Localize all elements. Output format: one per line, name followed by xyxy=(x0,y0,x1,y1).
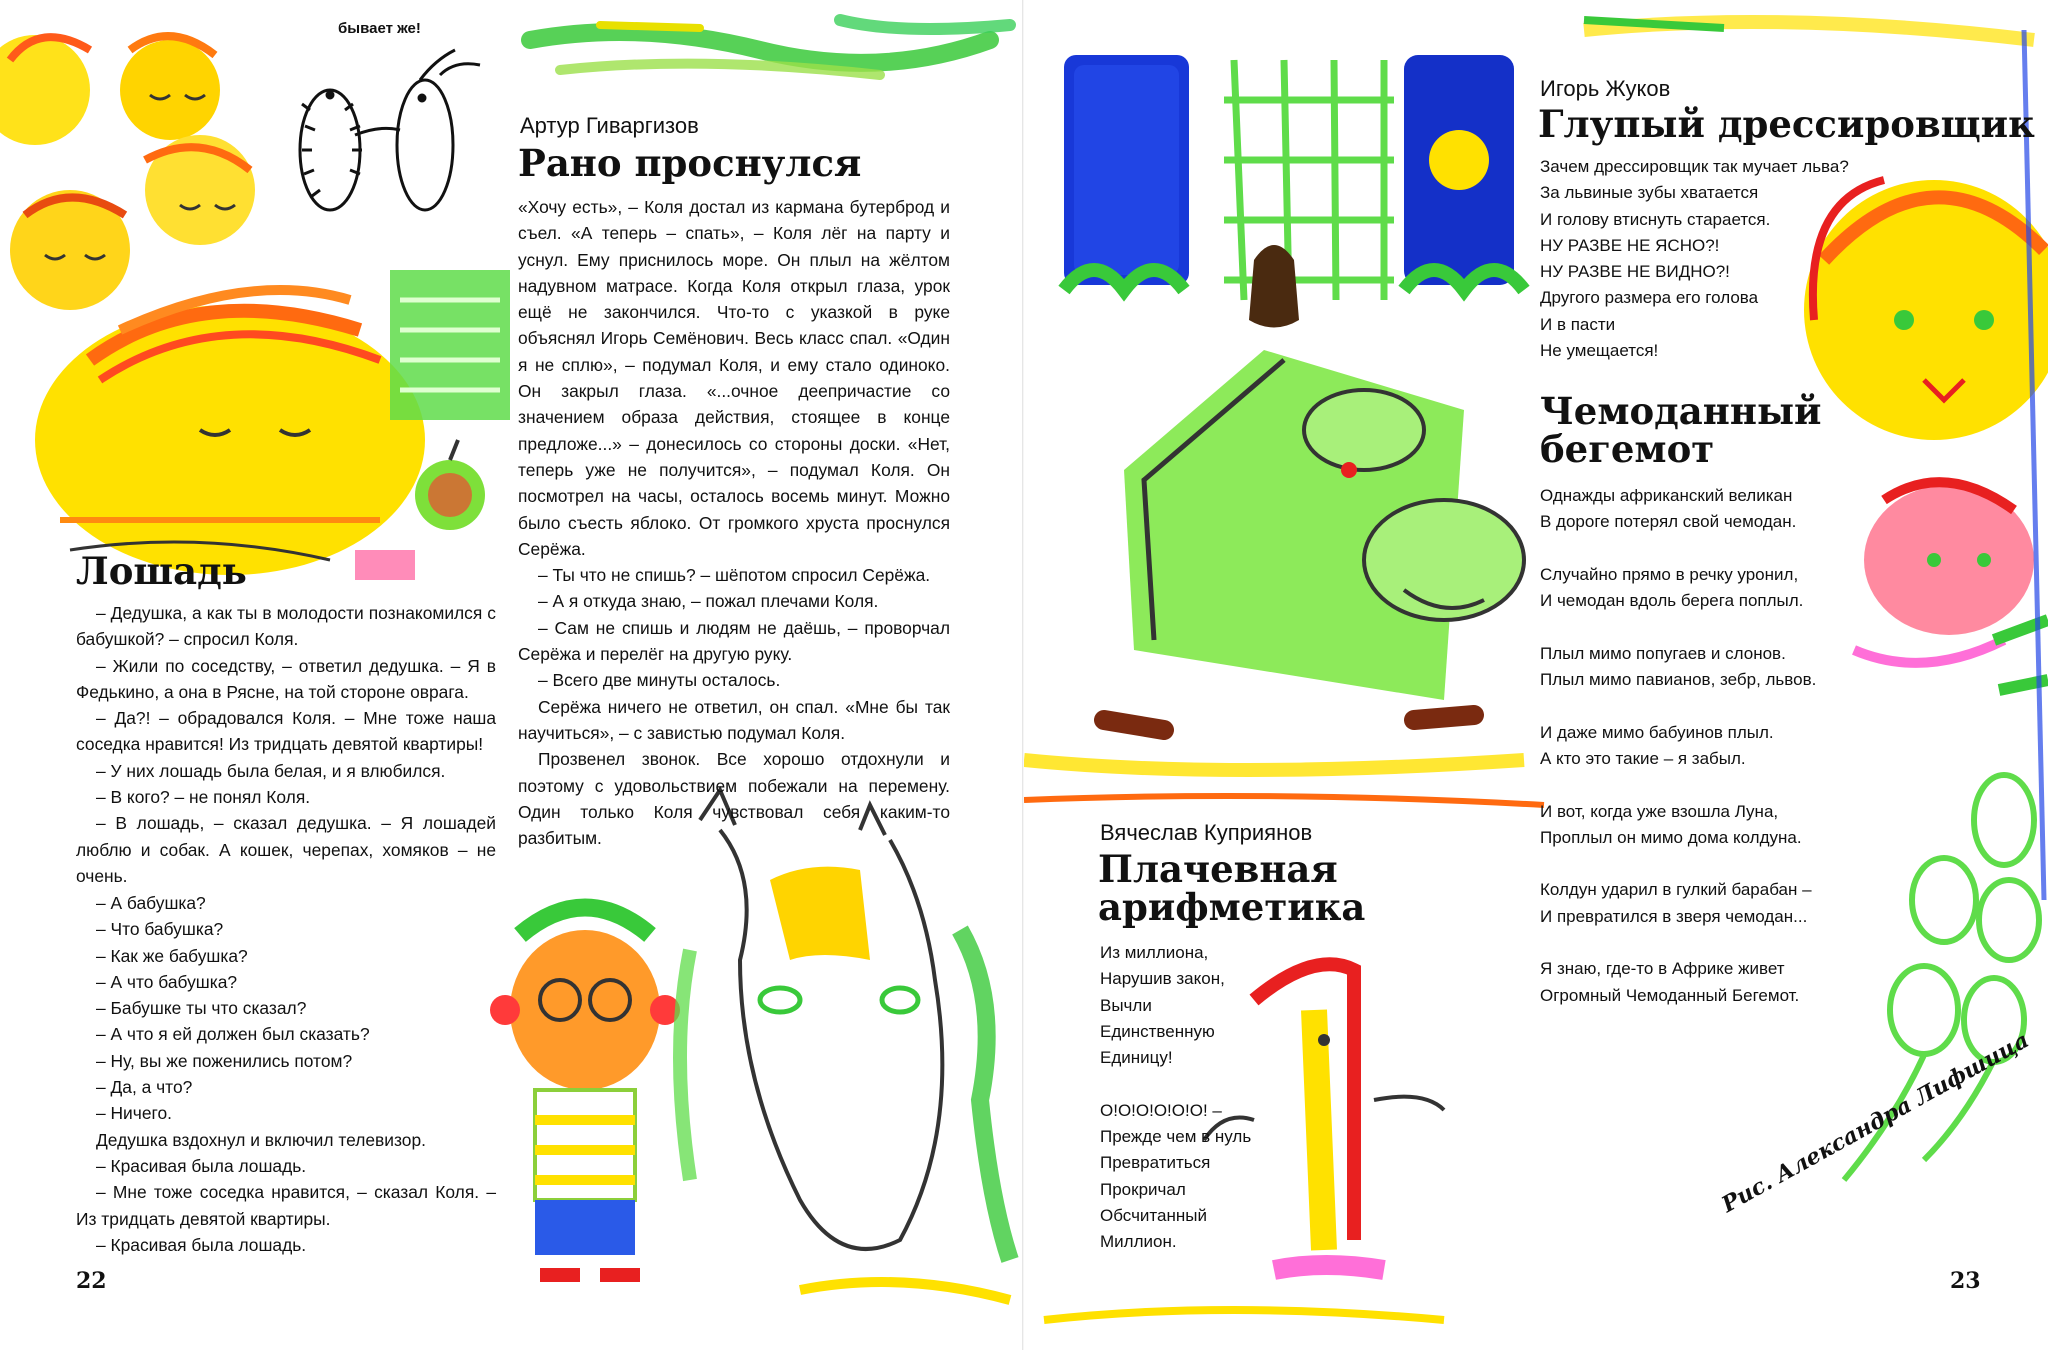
right-page xyxy=(1024,0,2048,1350)
poem-line: Обсчитанный xyxy=(1100,1205,1207,1225)
story2-paragraph: – Жили по соседству, – ответил дедушка. – Я в Федькино, а она в Рясне, на той стороне оврага. xyxy=(76,655,496,702)
poem-line: Проплыл он мимо дома колдуна. xyxy=(1540,827,1802,847)
poem-line: Зачем дрессировщик так мучает льва? xyxy=(1540,157,1849,176)
story2-paragraph: – Бабушке ты что сказал? xyxy=(96,998,307,1019)
story2-paragraph: – Красивая была лошадь. xyxy=(96,1155,307,1176)
poem3-author: Вячеслав Куприянов xyxy=(1100,820,1313,845)
poem2-title-line: Чемоданный xyxy=(1540,389,1822,433)
illustrator-credit: Рис. Александра Лифшица xyxy=(1717,1027,2034,1218)
story2-paragraph: – А что я ей должен был сказать? xyxy=(96,1024,370,1045)
story2-paragraph: – В лошадь, – сказал дедушка. – Я лошадей люблю и собак. А кошек, черепах, хомяков – не очень. xyxy=(76,813,496,886)
poem1-title: Глупый дрессировщик xyxy=(1538,102,2035,146)
story1-paragraph: Прозвенел звонок. Все хорошо отдохнули и поэтому с удовольствием побежали на перемену. Один только Коля чувствовал себя каким-то разбитым. xyxy=(518,749,950,849)
sleeping-boy-illustration xyxy=(35,290,425,575)
story1-text xyxy=(518,194,950,851)
poem2-text xyxy=(1540,483,1816,1009)
hedgehog-cucumber-doodle xyxy=(300,50,480,210)
story2-paragraph: – У них лошадь была белая, и я влюбился. xyxy=(96,760,446,781)
poem-line: И вот, когда уже взошла Луна, xyxy=(1540,801,1779,821)
story2-paragraph: – Мне тоже соседка нравится, – сказал Коля. – Из тридцать девятой квартиры. xyxy=(76,1182,496,1229)
poem-line: НУ РАЗВЕ НЕ ВИДНО?! xyxy=(1540,262,1730,282)
poem3-title-line: Плачевная xyxy=(1098,847,1338,891)
bivaet-zhe-stamp: бывает же! xyxy=(338,20,421,37)
poem-line: И даже мимо бабуинов плыл. xyxy=(1540,722,1774,742)
poem-line: НУ РАЗВЕ НЕ ЯСНО?! xyxy=(1540,235,1720,255)
boy-with-glasses-illustration xyxy=(490,908,680,1276)
story2-paragraph: – Что бабушка? xyxy=(96,919,224,940)
night-windows-illustration xyxy=(1064,55,1524,290)
poem-line: За львиные зубы хватается xyxy=(1540,183,1759,203)
poem-line: Единицу! xyxy=(1100,1048,1173,1068)
hippo-suitcase-illustration xyxy=(1024,245,1544,805)
story2-paragraph: – А что бабушка? xyxy=(96,971,238,992)
story1-paragraph: «Хочу есть», – Коля достал из кармана бутерброд и съел. «А теперь – спать», – Коля лёг на парту и уснул. Ему приснилось море. Он плыл на жёлтом надувном матрасе. Когда Коля открыл глаза, урок ещё не закончился. Что-то с указкой в руке объяснял Игорь Семёнович. Весь класс спал. «Один я не сплю», – подумал Коля, и ему стало одиноко. Он закрыл глаза. «...очное деепричастие со значением образа действия, стоящее в конце предложе...» – донесилось со стороны доски. «Нет, теперь уже не получится», – подумал Коля. Он посмотрел на часы, осталось восемь минут. Можно было съесть яблоко. От громкого хруста проснулся Серёжа. xyxy=(518,197,950,559)
poem-line: И чемодан вдоль берега поплыл. xyxy=(1540,591,1804,611)
poem-line: Огромный Чемоданный Бегемот. xyxy=(1540,985,1800,1005)
poem-line: В дороге потерял свой чемодан. xyxy=(1540,512,1797,532)
poem-line: Однажды африканский великан xyxy=(1540,486,1793,505)
poem-line: Случайно прямо в речку уронил, xyxy=(1540,564,1799,584)
poem-line: Из миллиона, xyxy=(1100,943,1209,962)
poem-line: Плыл мимо павианов, зебр, львов. xyxy=(1540,670,1817,690)
poem-line: Прокричал xyxy=(1100,1179,1186,1199)
story2-paragraph: Дедушка вздохнул и включил телевизор. xyxy=(96,1129,426,1150)
poem-line: И превратился в зверя чемодан... xyxy=(1540,906,1808,926)
poem-line: О!О!О!О!О!О! – xyxy=(1100,1100,1222,1120)
story1-paragraph: Серёжа ничего не ответил, он спал. «Мне бы так научиться», – с завистью подумал Коля. xyxy=(518,696,950,743)
story2-paragraph: – А бабушка? xyxy=(96,893,206,913)
story2-title: Лошадь xyxy=(76,549,247,593)
poem-line: И в пасти xyxy=(1540,314,1616,334)
poem1-author: Игорь Жуков xyxy=(1540,76,1671,101)
story2-paragraph: – Ничего. xyxy=(96,1103,172,1124)
poem-line: Превратиться xyxy=(1100,1153,1211,1173)
poem3-title-line: арифметика xyxy=(1098,885,1366,929)
poem-line: Миллион. xyxy=(1100,1232,1177,1252)
poem-line: Нарушив закон, xyxy=(1100,969,1225,989)
poem-line: Единственную xyxy=(1100,1021,1215,1041)
story2-paragraph: – Да, а что? xyxy=(96,1077,193,1098)
window-grid-illustration xyxy=(1224,60,1394,300)
story1-paragraph: – Ты что не спишь? – шёпотом спросил Серёжа. xyxy=(538,565,931,586)
poem3-title xyxy=(1098,847,1366,929)
story2-paragraph: – Дедушка, а как ты в молодости познакомился с бабушкой? – спросил Коля. xyxy=(76,603,496,650)
white-horse-illustration xyxy=(680,790,1010,1260)
page-number-left: 22 xyxy=(76,1268,107,1294)
poem3-text xyxy=(1100,940,1251,1256)
story2-paragraph: – Как же бабушка? xyxy=(96,945,248,966)
poem-line: Прежде чем в нуль xyxy=(1100,1127,1252,1147)
story2-paragraph: – Красивая была лошадь. xyxy=(96,1234,307,1255)
poem-line: А кто это такие – я забыл. xyxy=(1540,748,1746,768)
story1-paragraph: – Сам не спишь и людям не даёшь, – проворчал Серёжа и перелёг на другую руку. xyxy=(518,617,950,665)
poem-line: Вычли xyxy=(1100,995,1152,1015)
story1-paragraph: – Всего две минуты осталось. xyxy=(538,670,781,691)
poem2-title xyxy=(1540,389,1822,471)
story2-text-narrow xyxy=(76,890,496,1258)
story2-paragraph: – Ну, вы же поженились потом? xyxy=(96,1050,353,1071)
story2-paragraph: – В кого? – не понял Коля. xyxy=(96,787,311,808)
story2-text-wide xyxy=(76,600,496,889)
story1-author: Артур Гиваргизов xyxy=(520,113,699,138)
crowd-faces-illustration xyxy=(0,35,255,310)
story1-paragraph: – А я откуда знаю, – пожал плечами Коля. xyxy=(538,591,879,612)
story2-paragraph: – Да?! – обрадовался Коля. – Мне тоже наша соседка нравится! Из тридцать девятой квартиры! xyxy=(76,708,496,755)
poem-line: Колдун ударил в гулкий барабан – xyxy=(1540,880,1812,900)
story1-title: Рано проснулся xyxy=(518,141,862,185)
poem-line: Я знаю, где-то в Африке живет xyxy=(1540,959,1785,979)
poem-line: Не умещается! xyxy=(1540,341,1659,361)
poem1-text xyxy=(1540,154,1849,364)
poem2-title-line: бегемот xyxy=(1540,427,1715,471)
poem-line: Другого размера его голова xyxy=(1540,288,1759,308)
poem-line: Плыл мимо попугаев и слонов. xyxy=(1540,643,1786,663)
poem-line: И голову втиснуть старается. xyxy=(1540,209,1771,229)
page-number-right: 23 xyxy=(1950,1268,1981,1294)
